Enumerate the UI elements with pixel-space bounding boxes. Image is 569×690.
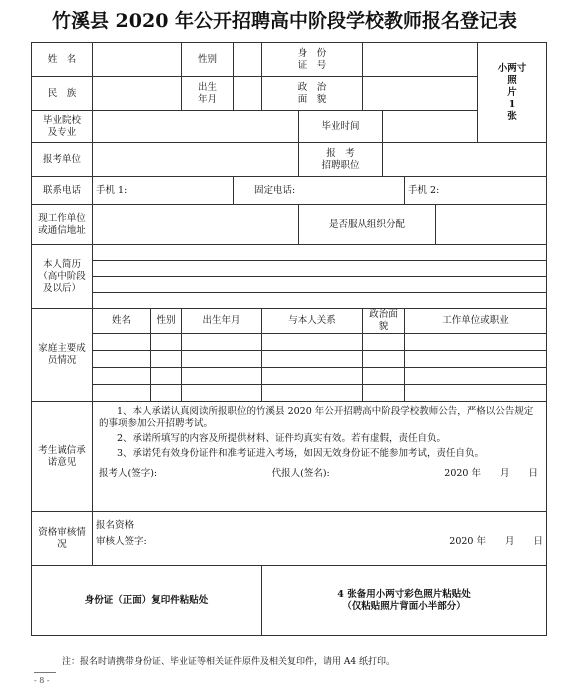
landline-field[interactable]	[234, 177, 405, 205]
family-cell[interactable]	[262, 351, 363, 368]
promise-item-2: 2、承诺所填写的内容及所提供材料、证件均真实有效。若有虚假，责任自负。	[117, 433, 447, 444]
photo-box	[478, 43, 547, 143]
family-cell[interactable]	[182, 334, 262, 351]
family-cell[interactable]	[93, 334, 151, 351]
photo-text-2: 照	[507, 74, 517, 86]
mobile2-label: 手机 2:	[408, 184, 440, 196]
family-cell[interactable]	[363, 368, 405, 385]
applicant-signature[interactable]: 报考人(签字):	[99, 468, 158, 479]
grad-time-field[interactable]	[383, 111, 478, 143]
promise-date: 2020 年 月 日	[444, 468, 538, 479]
resume-line[interactable]	[93, 293, 547, 309]
apply-post-label: 报 考 招聘职位	[299, 143, 383, 177]
family-header-birth: 出生年月	[182, 309, 262, 334]
promise-text	[93, 402, 547, 512]
family-cell[interactable]	[151, 368, 182, 385]
family-cell[interactable]	[151, 334, 182, 351]
family-header-work: 工作单位或职业	[405, 309, 547, 334]
mobile2-field[interactable]	[405, 177, 547, 205]
review-line-2-row	[96, 536, 543, 548]
family-cell[interactable]	[93, 385, 151, 402]
registration-table	[31, 42, 547, 636]
name-label: 姓 名	[32, 43, 93, 77]
ethnicity-field[interactable]	[93, 77, 182, 111]
school-field[interactable]	[93, 111, 299, 143]
school-label: 毕业院校 及专业	[32, 111, 93, 143]
family-cell[interactable]	[405, 368, 547, 385]
resume-line[interactable]	[93, 261, 547, 277]
obey-label: 是否服从组织分配	[299, 205, 436, 245]
family-cell[interactable]	[151, 351, 182, 368]
photo-text-1: 小两寸	[497, 62, 527, 74]
family-header-gender: 性别	[151, 309, 182, 334]
proxy-signature[interactable]: 代报人(签名):	[271, 468, 330, 479]
review-label: 资格审核情况	[32, 512, 93, 566]
mobile1-field[interactable]	[93, 177, 234, 205]
photo-paste-area	[262, 566, 547, 636]
family-header-relation: 与本人关系	[262, 309, 363, 334]
obey-field[interactable]	[436, 205, 547, 245]
apply-unit-label: 报考单位	[32, 143, 93, 177]
photo-paste-line-2: （仅粘贴照片背面小半部分）	[342, 600, 466, 612]
ethnicity-label: 民 族	[32, 77, 93, 111]
family-cell[interactable]	[182, 385, 262, 402]
family-cell[interactable]	[93, 368, 151, 385]
id-number-field[interactable]	[363, 43, 478, 77]
name-field[interactable]	[93, 43, 182, 77]
contact-label: 联系电话	[32, 177, 93, 205]
apply-post-field[interactable]	[383, 143, 547, 177]
gender-label: 性别	[182, 43, 234, 77]
reviewer-signature[interactable]: 审核人签字:	[96, 536, 147, 547]
birth-field[interactable]	[234, 77, 262, 111]
promise-item-1: 1、本人承诺认真阅读所报职位的竹溪县 2020 年公开招聘高中阶段学校教师公告，严格以公告规定的事项参加公开招聘考试。	[99, 406, 534, 429]
workplace-field[interactable]	[93, 205, 299, 245]
family-cell[interactable]	[93, 351, 151, 368]
family-cell[interactable]	[262, 334, 363, 351]
mobile1-label: 手机 1:	[96, 184, 128, 196]
family-cell[interactable]	[405, 351, 547, 368]
id-number-label: 身 份 证 号	[262, 43, 363, 77]
gender-field[interactable]	[234, 43, 262, 77]
photo-text-3: 片	[507, 86, 517, 98]
family-cell[interactable]	[405, 334, 547, 351]
photo-text-5: 张	[507, 110, 517, 122]
review-line-1: 报名资格	[96, 520, 135, 531]
review-box[interactable]	[93, 512, 547, 566]
family-cell[interactable]	[405, 385, 547, 402]
family-cell[interactable]	[151, 385, 182, 402]
family-cell[interactable]	[363, 351, 405, 368]
id-card-paste-area: 身份证（正面）复印件粘贴处	[32, 566, 262, 636]
family-label: 家庭主要成员情况	[32, 309, 93, 402]
grad-time-label: 毕业时间	[299, 111, 383, 143]
family-header-politics: 政治面貌	[363, 309, 405, 334]
photo-text-4: 1	[508, 98, 516, 110]
landline-label: 固定电话:	[254, 184, 296, 196]
page-number-rule	[34, 672, 56, 673]
politics-label: 政 治 面 貌	[262, 77, 363, 111]
politics-field[interactable]	[363, 77, 478, 111]
review-date: 2020 年 月 日	[449, 536, 543, 547]
resume-label: 本人简历（高中阶段及以后）	[32, 245, 93, 309]
page-title: 竹溪县 2020 年公开招聘高中阶段学校教师报名登记表	[51, 10, 518, 32]
apply-unit-field[interactable]	[93, 143, 299, 177]
resume-line[interactable]	[93, 245, 547, 261]
promise-label: 考生诚信承诺意见	[32, 402, 93, 512]
family-cell[interactable]	[363, 334, 405, 351]
promise-signatures	[99, 468, 540, 480]
footer-note: 注：报名时请携带身份证、毕业证等相关证件原件及相关复印件，请用 A4 纸打印。	[62, 657, 395, 667]
resume-line[interactable]	[93, 277, 547, 293]
family-cell[interactable]	[363, 385, 405, 402]
family-header-name: 姓名	[93, 309, 151, 334]
family-cell[interactable]	[262, 385, 363, 402]
family-cell[interactable]	[182, 368, 262, 385]
family-cell[interactable]	[182, 351, 262, 368]
family-cell[interactable]	[262, 368, 363, 385]
promise-item-3: 3、承诺凭有效身份证件和准考证进入考场，如因无效身份证不能参加考试，责任自负。	[117, 448, 485, 459]
birth-label: 出生 年月	[182, 77, 234, 111]
page-number: - 8 -	[34, 676, 50, 685]
workplace-label: 现工作单位或通信地址	[32, 205, 93, 245]
photo-paste-line-1: 4 张备用小两寸彩色照片粘贴处	[337, 588, 471, 600]
